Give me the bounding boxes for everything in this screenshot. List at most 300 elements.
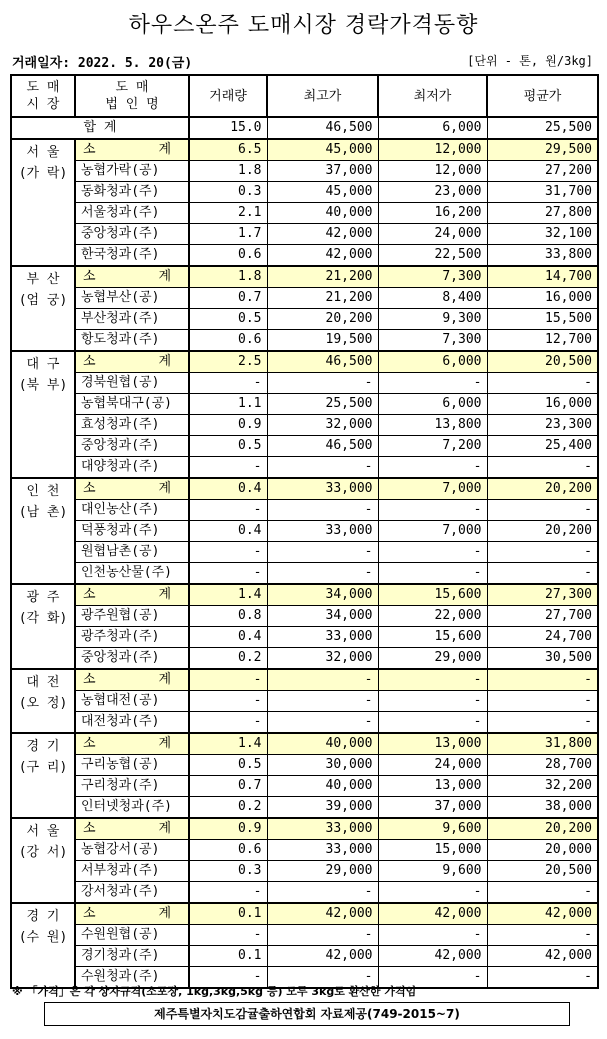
market-district: (가 락) xyxy=(18,166,68,181)
table-row xyxy=(11,797,598,819)
cell-min: - xyxy=(378,712,487,734)
cell-volume: - xyxy=(189,563,267,585)
corp-name: 효성청과(주) xyxy=(75,415,189,436)
subtotal-label-b: 계 xyxy=(158,906,171,921)
cell-avg: - xyxy=(487,373,598,394)
cell-max: 46,500 xyxy=(267,436,378,457)
cell-avg: - xyxy=(487,925,598,946)
subtotal-volume: 0.4 xyxy=(189,478,267,500)
subtotal-label-b: 계 xyxy=(158,672,171,687)
table-row xyxy=(11,330,598,352)
cell-min: 16,200 xyxy=(378,203,487,224)
subtotal-row xyxy=(11,351,598,373)
cell-min: 15,000 xyxy=(378,840,487,861)
cell-volume: - xyxy=(189,500,267,521)
subtotal-max: 46,500 xyxy=(267,351,378,373)
market-city: 서 울 xyxy=(26,145,60,160)
corp-name: 대전청과(주) xyxy=(75,712,189,734)
table-row xyxy=(11,245,598,267)
cell-min: 7,200 xyxy=(378,436,487,457)
subtotal-min: 15,600 xyxy=(378,584,487,606)
subtotal-label-a: 소 xyxy=(83,481,96,496)
corp-name: 수원청과(주) xyxy=(75,967,189,989)
table-row xyxy=(11,882,598,904)
table-row xyxy=(11,182,598,203)
corp-name: 덕풍청과(주) xyxy=(75,521,189,542)
table-row xyxy=(11,627,598,648)
cell-min: 22,000 xyxy=(378,606,487,627)
cell-min: 24,000 xyxy=(378,755,487,776)
corp-name: 농협북대구(공) xyxy=(75,394,189,415)
table-row xyxy=(11,500,598,521)
cell-volume: 0.4 xyxy=(189,627,267,648)
cell-max: 40,000 xyxy=(267,776,378,797)
table-row xyxy=(11,776,598,797)
table-row xyxy=(11,840,598,861)
price-table xyxy=(10,74,599,989)
market-district: (구 리) xyxy=(18,760,68,775)
table-row xyxy=(11,755,598,776)
subtotal-label-a: 소 xyxy=(83,142,96,157)
corp-name: 수원원협(공) xyxy=(75,925,189,946)
cell-volume: - xyxy=(189,542,267,563)
total-max: 46,500 xyxy=(267,117,378,139)
market-district: (강 서) xyxy=(18,845,68,860)
cell-min: - xyxy=(378,457,487,479)
subtotal-label xyxy=(75,669,189,691)
header-corp: 도 매 법 인 명 xyxy=(75,75,189,117)
subtotal-min: 42,000 xyxy=(378,903,487,925)
subtotal-avg: 42,000 xyxy=(487,903,598,925)
cell-volume: - xyxy=(189,457,267,479)
cell-volume: 0.6 xyxy=(189,840,267,861)
market-city: 경 기 xyxy=(26,909,60,924)
cell-max: 33,000 xyxy=(267,521,378,542)
subtotal-volume: 1.4 xyxy=(189,733,267,755)
total-min: 6,000 xyxy=(378,117,487,139)
cell-volume: 0.5 xyxy=(189,436,267,457)
cell-min: 24,000 xyxy=(378,224,487,245)
table-row xyxy=(11,224,598,245)
cell-volume: 0.6 xyxy=(189,330,267,352)
cell-avg: 38,000 xyxy=(487,797,598,819)
cell-volume: 1.1 xyxy=(189,394,267,415)
subtotal-min: 12,000 xyxy=(378,139,487,161)
corp-name: 한국청과(주) xyxy=(75,245,189,267)
table-row xyxy=(11,203,598,224)
corp-name: 대양청과(주) xyxy=(75,457,189,479)
cell-max: 42,000 xyxy=(267,245,378,267)
corp-name: 경북원협(공) xyxy=(75,373,189,394)
table-row xyxy=(11,691,598,712)
subtotal-label-a: 소 xyxy=(83,354,96,369)
subtotal-label-a: 소 xyxy=(83,269,96,284)
corp-name: 서부청과(주) xyxy=(75,861,189,882)
subtotal-row xyxy=(11,818,598,840)
corp-name: 경기청과(주) xyxy=(75,946,189,967)
cell-volume: 0.9 xyxy=(189,415,267,436)
corp-name: 구리청과(주) xyxy=(75,776,189,797)
subtotal-label xyxy=(75,584,189,606)
subtotal-avg: - xyxy=(487,669,598,691)
cell-max: - xyxy=(267,967,378,989)
corp-name: 중앙청과(주) xyxy=(75,648,189,670)
subtotal-label-b: 계 xyxy=(158,269,171,284)
cell-min: 7,300 xyxy=(378,330,487,352)
corp-name: 광주원협(공) xyxy=(75,606,189,627)
cell-volume: - xyxy=(189,882,267,904)
cell-max: 25,500 xyxy=(267,394,378,415)
cell-volume: 1.8 xyxy=(189,161,267,182)
subtotal-label-a: 소 xyxy=(83,672,96,687)
cell-max: - xyxy=(267,925,378,946)
subtotal-max: 33,000 xyxy=(267,818,378,840)
table-row xyxy=(11,521,598,542)
subtotal-row xyxy=(11,478,598,500)
subtotal-row xyxy=(11,266,598,288)
cell-avg: 32,200 xyxy=(487,776,598,797)
cell-min: 29,000 xyxy=(378,648,487,670)
total-label: 합 계 xyxy=(11,117,189,139)
cell-avg: 31,700 xyxy=(487,182,598,203)
cell-volume: 0.4 xyxy=(189,521,267,542)
cell-avg: 33,800 xyxy=(487,245,598,267)
subtotal-volume: - xyxy=(189,669,267,691)
subtotal-volume: 1.8 xyxy=(189,266,267,288)
cell-max: 30,000 xyxy=(267,755,378,776)
cell-avg: 27,200 xyxy=(487,161,598,182)
cell-volume: 0.3 xyxy=(189,182,267,203)
market-city: 부 산 xyxy=(26,272,60,287)
market-district: (오 정) xyxy=(18,696,68,711)
market-name xyxy=(11,139,75,266)
cell-avg: 32,100 xyxy=(487,224,598,245)
corp-name: 농협가락(공) xyxy=(75,161,189,182)
corp-name: 농협대전(공) xyxy=(75,691,189,712)
subtotal-row xyxy=(11,139,598,161)
cell-avg: 23,300 xyxy=(487,415,598,436)
corp-name: 항도청과(주) xyxy=(75,330,189,352)
cell-max: - xyxy=(267,563,378,585)
cell-min: 8,400 xyxy=(378,288,487,309)
table-row xyxy=(11,606,598,627)
subtotal-label-b: 계 xyxy=(158,354,171,369)
subtotal-row xyxy=(11,733,598,755)
cell-volume: 1.7 xyxy=(189,224,267,245)
cell-max: 42,000 xyxy=(267,946,378,967)
cell-max: 37,000 xyxy=(267,161,378,182)
cell-avg: - xyxy=(487,500,598,521)
subtotal-label xyxy=(75,351,189,373)
table-row xyxy=(11,925,598,946)
subtotal-max: 21,200 xyxy=(267,266,378,288)
cell-avg: 12,700 xyxy=(487,330,598,352)
cell-min: - xyxy=(378,500,487,521)
cell-avg: - xyxy=(487,457,598,479)
header-market: 도 매 시 장 xyxy=(11,75,75,117)
table-row xyxy=(11,563,598,585)
cell-avg: 15,500 xyxy=(487,309,598,330)
corp-name: 구리농협(공) xyxy=(75,755,189,776)
subtotal-label xyxy=(75,733,189,755)
subtotal-label-b: 계 xyxy=(158,142,171,157)
corp-name: 원협남촌(공) xyxy=(75,542,189,563)
subtotal-avg: 14,700 xyxy=(487,266,598,288)
subtotal-max: 33,000 xyxy=(267,478,378,500)
cell-min: 9,600 xyxy=(378,861,487,882)
subtotal-max: 40,000 xyxy=(267,733,378,755)
cell-max: - xyxy=(267,882,378,904)
cell-volume: 0.7 xyxy=(189,288,267,309)
source-credit: 제주특별자치도감귤출하연합회 자료제공(749-2015~7) xyxy=(44,1002,570,1026)
cell-min: 13,000 xyxy=(378,776,487,797)
subtotal-label-b: 계 xyxy=(158,821,171,836)
subtotal-min: 6,000 xyxy=(378,351,487,373)
subtotal-max: 34,000 xyxy=(267,584,378,606)
corp-name: 농협강서(공) xyxy=(75,840,189,861)
subtotal-volume: 0.1 xyxy=(189,903,267,925)
market-name xyxy=(11,266,75,351)
cell-volume: 0.2 xyxy=(189,648,267,670)
subtotal-label-a: 소 xyxy=(83,821,96,836)
cell-min: - xyxy=(378,967,487,989)
subtotal-label xyxy=(75,266,189,288)
subtotal-min: - xyxy=(378,669,487,691)
cell-avg: - xyxy=(487,882,598,904)
market-district: (남 촌) xyxy=(18,505,68,520)
cell-volume: 0.5 xyxy=(189,309,267,330)
cell-avg: - xyxy=(487,563,598,585)
corp-name: 중앙청과(주) xyxy=(75,224,189,245)
cell-min: 13,800 xyxy=(378,415,487,436)
subtotal-min: 7,000 xyxy=(378,478,487,500)
table-row xyxy=(11,309,598,330)
cell-avg: 20,500 xyxy=(487,861,598,882)
market-district: (북 부) xyxy=(18,378,68,393)
subtotal-label-b: 계 xyxy=(158,481,171,496)
subtotal-label xyxy=(75,903,189,925)
cell-volume: 0.6 xyxy=(189,245,267,267)
cell-avg: 20,000 xyxy=(487,840,598,861)
subtotal-label-b: 계 xyxy=(158,736,171,751)
subtotal-label-a: 소 xyxy=(83,587,96,602)
market-district: (각 화) xyxy=(18,611,68,626)
table-row xyxy=(11,457,598,479)
header-min: 최저가 xyxy=(378,75,487,117)
subtotal-max: - xyxy=(267,669,378,691)
subtotal-row xyxy=(11,903,598,925)
cell-max: 42,000 xyxy=(267,224,378,245)
table-row xyxy=(11,415,598,436)
table-row xyxy=(11,373,598,394)
subtotal-volume: 2.5 xyxy=(189,351,267,373)
header-max: 최고가 xyxy=(267,75,378,117)
subtotal-volume: 1.4 xyxy=(189,584,267,606)
cell-max: 29,000 xyxy=(267,861,378,882)
cell-max: - xyxy=(267,500,378,521)
header-row xyxy=(11,75,598,117)
cell-max: 45,000 xyxy=(267,182,378,203)
subtotal-avg: 29,500 xyxy=(487,139,598,161)
subtotal-label-a: 소 xyxy=(83,736,96,751)
cell-max: - xyxy=(267,457,378,479)
table-row xyxy=(11,436,598,457)
cell-min: 15,600 xyxy=(378,627,487,648)
cell-max: - xyxy=(267,712,378,734)
cell-max: 33,000 xyxy=(267,627,378,648)
cell-avg: - xyxy=(487,967,598,989)
market-city: 경 기 xyxy=(26,739,60,754)
corp-name: 인천농산물(주) xyxy=(75,563,189,585)
cell-max: - xyxy=(267,373,378,394)
cell-max: 33,000 xyxy=(267,840,378,861)
cell-max: - xyxy=(267,691,378,712)
corp-name: 인터넷청과(주) xyxy=(75,797,189,819)
corp-name: 광주청과(주) xyxy=(75,627,189,648)
market-name xyxy=(11,351,75,478)
market-district: (엄 궁) xyxy=(18,293,68,308)
cell-max: 32,000 xyxy=(267,415,378,436)
subtotal-label xyxy=(75,139,189,161)
market-name xyxy=(11,818,75,903)
cell-avg: 24,700 xyxy=(487,627,598,648)
cell-min: 42,000 xyxy=(378,946,487,967)
corp-name: 중앙청과(주) xyxy=(75,436,189,457)
header-volume: 거래량 xyxy=(189,75,267,117)
cell-max: 39,000 xyxy=(267,797,378,819)
cell-avg: 30,500 xyxy=(487,648,598,670)
cell-max: - xyxy=(267,542,378,563)
cell-avg: 25,400 xyxy=(487,436,598,457)
market-district: (수 원) xyxy=(18,930,68,945)
total-row xyxy=(11,117,598,139)
cell-min: - xyxy=(378,563,487,585)
cell-volume: 0.1 xyxy=(189,946,267,967)
cell-avg: 16,000 xyxy=(487,288,598,309)
market-name xyxy=(11,478,75,584)
cell-max: 19,500 xyxy=(267,330,378,352)
cell-avg: 20,200 xyxy=(487,521,598,542)
market-name xyxy=(11,669,75,733)
cell-avg: 16,000 xyxy=(487,394,598,415)
table-row xyxy=(11,861,598,882)
page-title: 하우스온주 도매시장 경락가격동향 xyxy=(128,13,479,38)
cell-max: 20,200 xyxy=(267,309,378,330)
cell-avg: 28,700 xyxy=(487,755,598,776)
subtotal-label xyxy=(75,818,189,840)
market-city: 대 전 xyxy=(26,675,60,690)
table-row xyxy=(11,288,598,309)
table-row xyxy=(11,648,598,670)
subtotal-row xyxy=(11,669,598,691)
cell-max: 40,000 xyxy=(267,203,378,224)
cell-min: 7,000 xyxy=(378,521,487,542)
corp-name: 대인농산(주) xyxy=(75,500,189,521)
cell-avg: 42,000 xyxy=(487,946,598,967)
cell-max: 21,200 xyxy=(267,288,378,309)
subtotal-label-b: 계 xyxy=(158,587,171,602)
header-avg: 평균가 xyxy=(487,75,598,117)
subtotal-avg: 20,200 xyxy=(487,818,598,840)
trade-date: 거래일자: 2022. 5. 20(금) xyxy=(12,56,193,71)
cell-avg: 27,800 xyxy=(487,203,598,224)
cell-volume: 0.5 xyxy=(189,755,267,776)
market-name xyxy=(11,584,75,669)
market-city: 대 구 xyxy=(26,357,60,372)
cell-volume: 0.3 xyxy=(189,861,267,882)
cell-min: 37,000 xyxy=(378,797,487,819)
cell-volume: - xyxy=(189,967,267,989)
subtotal-avg: 27,300 xyxy=(487,584,598,606)
subtotal-row xyxy=(11,584,598,606)
cell-max: 32,000 xyxy=(267,648,378,670)
total-avg: 25,500 xyxy=(487,117,598,139)
cell-min: 12,000 xyxy=(378,161,487,182)
cell-volume: - xyxy=(189,373,267,394)
subtotal-min: 7,300 xyxy=(378,266,487,288)
table-row xyxy=(11,542,598,563)
subtotal-volume: 0.9 xyxy=(189,818,267,840)
corp-name: 농협부산(공) xyxy=(75,288,189,309)
unit-label: [단위 - 톤, 원/3kg] xyxy=(467,54,593,68)
cell-volume: 0.8 xyxy=(189,606,267,627)
market-name xyxy=(11,733,75,818)
total-volume: 15.0 xyxy=(189,117,267,139)
table-row xyxy=(11,394,598,415)
subtotal-min: 9,600 xyxy=(378,818,487,840)
subtotal-min: 13,000 xyxy=(378,733,487,755)
subtotal-avg: 31,800 xyxy=(487,733,598,755)
cell-avg: - xyxy=(487,542,598,563)
cell-min: - xyxy=(378,925,487,946)
cell-min: 6,000 xyxy=(378,394,487,415)
subtotal-avg: 20,200 xyxy=(487,478,598,500)
corp-name: 서울청과(주) xyxy=(75,203,189,224)
cell-avg: 27,700 xyxy=(487,606,598,627)
subtotal-label xyxy=(75,478,189,500)
table-row xyxy=(11,712,598,734)
market-city: 서 울 xyxy=(26,824,60,839)
cell-min: 22,500 xyxy=(378,245,487,267)
table-row xyxy=(11,161,598,182)
subtotal-max: 42,000 xyxy=(267,903,378,925)
cell-volume: 0.7 xyxy=(189,776,267,797)
subtotal-volume: 6.5 xyxy=(189,139,267,161)
market-city: 광 주 xyxy=(26,590,60,605)
market-city: 인 천 xyxy=(26,484,60,499)
cell-max: 34,000 xyxy=(267,606,378,627)
cell-volume: - xyxy=(189,691,267,712)
cell-min: - xyxy=(378,542,487,563)
cell-volume: 0.2 xyxy=(189,797,267,819)
cell-avg: - xyxy=(487,691,598,712)
subtotal-max: 45,000 xyxy=(267,139,378,161)
cell-min: - xyxy=(378,691,487,712)
corp-name: 동화청과(주) xyxy=(75,182,189,203)
cell-avg: - xyxy=(487,712,598,734)
cell-volume: 2.1 xyxy=(189,203,267,224)
cell-min: - xyxy=(378,882,487,904)
subtotal-avg: 20,500 xyxy=(487,351,598,373)
table-row xyxy=(11,946,598,967)
corp-name: 부산청과(주) xyxy=(75,309,189,330)
cell-volume: - xyxy=(189,925,267,946)
cell-min: - xyxy=(378,373,487,394)
cell-min: 23,000 xyxy=(378,182,487,203)
corp-name: 강서청과(주) xyxy=(75,882,189,904)
cell-min: 9,300 xyxy=(378,309,487,330)
cell-volume: - xyxy=(189,712,267,734)
